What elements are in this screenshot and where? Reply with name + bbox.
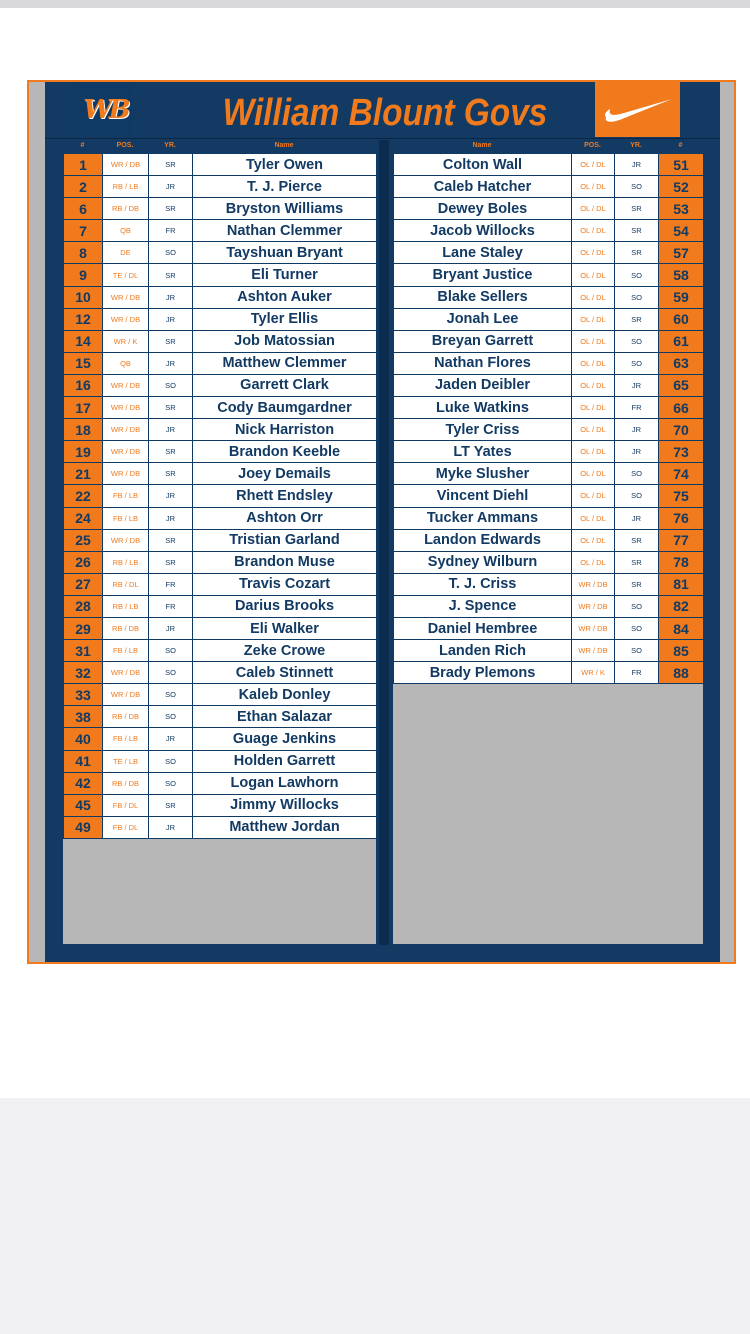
position: WR / DB — [103, 662, 149, 684]
table-row — [64, 441, 377, 463]
player-name: Rhett Endsley — [193, 485, 377, 507]
class-year: SO — [149, 640, 193, 662]
position: WR / DB — [572, 617, 615, 639]
jersey-number: 32 — [64, 662, 103, 684]
player-name: Brandon Keeble — [193, 441, 377, 463]
table-row — [394, 220, 704, 242]
player-name: Eli Turner — [193, 264, 377, 286]
jersey-number: 12 — [64, 308, 103, 330]
class-year: SR — [149, 397, 193, 419]
jersey-number: 40 — [64, 728, 103, 750]
position: WR / DB — [103, 684, 149, 706]
player-name: Caleb Hatcher — [394, 176, 572, 198]
jersey-number: 21 — [64, 463, 103, 485]
player-name: Kaleb Donley — [193, 684, 377, 706]
class-year: JR — [615, 154, 659, 176]
player-name: Guage Jenkins — [193, 728, 377, 750]
table-row — [64, 684, 377, 706]
class-year: JR — [615, 374, 659, 396]
class-year: SO — [615, 264, 659, 286]
player-name: Bryston Williams — [193, 198, 377, 220]
swoosh-icon — [595, 82, 680, 137]
table-row — [64, 662, 377, 684]
jersey-number: 81 — [659, 573, 704, 595]
player-name: Travis Cozart — [193, 573, 377, 595]
player-name: Tyler Criss — [394, 419, 572, 441]
jersey-number: 27 — [64, 573, 103, 595]
table-row — [64, 352, 377, 374]
table-row — [394, 286, 704, 308]
jersey-number: 16 — [64, 374, 103, 396]
jersey-number: 49 — [64, 816, 103, 838]
table-row — [394, 198, 704, 220]
jersey-number: 2 — [64, 176, 103, 198]
player-name: Lane Staley — [394, 242, 572, 264]
jersey-number: 19 — [64, 441, 103, 463]
table-row — [394, 242, 704, 264]
player-name: Jimmy Willocks — [193, 794, 377, 816]
table-row — [64, 176, 377, 198]
player-name: Caleb Stinnett — [193, 662, 377, 684]
table-row — [64, 750, 377, 772]
class-year: SR — [615, 551, 659, 573]
class-year: SR — [149, 463, 193, 485]
left-roster-table — [63, 153, 377, 839]
player-name: Blake Sellers — [394, 286, 572, 308]
left-col-pos-header: POS. — [116, 142, 134, 149]
table-row — [394, 176, 704, 198]
position: WR / DB — [572, 573, 615, 595]
position: WR / K — [103, 330, 149, 352]
class-year: SR — [149, 154, 193, 176]
table-row — [394, 352, 704, 374]
class-year: JR — [149, 507, 193, 529]
table-row — [64, 595, 377, 617]
left-col-name-header: Name — [274, 142, 294, 149]
table-row — [394, 617, 704, 639]
right-col-name-header: Name — [472, 142, 492, 149]
table-row — [64, 264, 377, 286]
position: FB / DL — [103, 816, 149, 838]
table-row — [394, 419, 704, 441]
jersey-number: 52 — [659, 176, 704, 198]
jersey-number: 41 — [64, 750, 103, 772]
class-year: FR — [149, 573, 193, 595]
table-row — [394, 154, 704, 176]
position: FB / DL — [103, 794, 149, 816]
player-name: Landon Edwards — [394, 529, 572, 551]
class-year: JR — [149, 352, 193, 374]
class-year: SR — [149, 330, 193, 352]
jersey-number: 78 — [659, 551, 704, 573]
position: OL / DL — [572, 176, 615, 198]
jersey-number: 24 — [64, 507, 103, 529]
table-row — [64, 728, 377, 750]
position: OL / DL — [572, 242, 615, 264]
player-name: Eli Walker — [193, 617, 377, 639]
jersey-number: 59 — [659, 286, 704, 308]
table-row — [394, 662, 704, 684]
jersey-number: 38 — [64, 706, 103, 728]
table-row — [64, 706, 377, 728]
table-row — [394, 573, 704, 595]
table-row — [64, 198, 377, 220]
position: WR / DB — [103, 397, 149, 419]
table-row — [394, 507, 704, 529]
position: WR / DB — [103, 529, 149, 551]
player-name: Daniel Hembree — [394, 617, 572, 639]
position: OL / DL — [572, 286, 615, 308]
table-row — [64, 374, 377, 396]
class-year: SO — [149, 242, 193, 264]
table-row — [64, 573, 377, 595]
jersey-number: 33 — [64, 684, 103, 706]
position: QB — [103, 352, 149, 374]
player-name: Dewey Boles — [394, 198, 572, 220]
player-name: Tristian Garland — [193, 529, 377, 551]
table-row — [394, 551, 704, 573]
position: RB / DB — [103, 617, 149, 639]
table-row — [64, 463, 377, 485]
position: TE / LB — [103, 750, 149, 772]
class-year: SO — [615, 176, 659, 198]
position: QB — [103, 220, 149, 242]
player-name: T. J. Pierce — [193, 176, 377, 198]
jersey-number: 17 — [64, 397, 103, 419]
player-name: Ashton Auker — [193, 286, 377, 308]
player-name: Job Matossian — [193, 330, 377, 352]
position: OL / DL — [572, 352, 615, 374]
jersey-number: 22 — [64, 485, 103, 507]
class-year: JR — [149, 286, 193, 308]
class-year: SO — [615, 286, 659, 308]
class-year: FR — [615, 662, 659, 684]
player-name: Breyan Garrett — [394, 330, 572, 352]
table-row — [64, 551, 377, 573]
player-name: Brady Plemons — [394, 662, 572, 684]
player-name: Logan Lawhorn — [193, 772, 377, 794]
player-name: Jaden Deibler — [394, 374, 572, 396]
class-year: SO — [615, 617, 659, 639]
player-name: Tyler Owen — [193, 154, 377, 176]
class-year: JR — [149, 816, 193, 838]
header-divider — [45, 138, 720, 139]
jersey-number: 63 — [659, 352, 704, 374]
position: OL / DL — [572, 330, 615, 352]
center-divider-inner — [379, 140, 389, 945]
class-year: SO — [149, 706, 193, 728]
position: OL / DL — [572, 264, 615, 286]
jersey-number: 88 — [659, 662, 704, 684]
table-row — [64, 529, 377, 551]
jersey-number: 7 — [64, 220, 103, 242]
class-year: SR — [149, 551, 193, 573]
class-year: SR — [615, 198, 659, 220]
table-row — [394, 595, 704, 617]
player-name: Bryant Justice — [394, 264, 572, 286]
jersey-number: 14 — [64, 330, 103, 352]
class-year: SR — [615, 529, 659, 551]
team-logo — [78, 84, 132, 136]
jersey-number: 77 — [659, 529, 704, 551]
position: WR / DB — [572, 640, 615, 662]
position: OL / DL — [572, 485, 615, 507]
player-name: Tucker Ammans — [394, 507, 572, 529]
table-row — [64, 397, 377, 419]
left-empty-area — [63, 838, 376, 944]
jersey-number: 85 — [659, 640, 704, 662]
table-row — [394, 640, 704, 662]
class-year: JR — [615, 507, 659, 529]
class-year: JR — [149, 728, 193, 750]
right-margin-strip — [720, 82, 734, 962]
table-row — [64, 242, 377, 264]
position: WR / DB — [103, 419, 149, 441]
table-row — [394, 463, 704, 485]
class-year: SR — [149, 794, 193, 816]
table-row — [394, 330, 704, 352]
class-year: SR — [615, 242, 659, 264]
jersey-number: 6 — [64, 198, 103, 220]
position: OL / DL — [572, 419, 615, 441]
position: OL / DL — [572, 529, 615, 551]
position: WR / DB — [103, 154, 149, 176]
player-name: Zeke Crowe — [193, 640, 377, 662]
position: DE — [103, 242, 149, 264]
table-row — [64, 794, 377, 816]
right-col-num-header: # — [678, 142, 683, 149]
class-year: SO — [149, 750, 193, 772]
position: OL / DL — [572, 220, 615, 242]
table-row — [64, 772, 377, 794]
right-col-yr-header: YR. — [630, 142, 642, 149]
position: OL / DL — [572, 198, 615, 220]
jersey-number: 10 — [64, 286, 103, 308]
position: WR / K — [572, 662, 615, 684]
table-row — [64, 640, 377, 662]
top-bar — [0, 0, 750, 8]
position: OL / DL — [572, 154, 615, 176]
table-row — [64, 220, 377, 242]
jersey-number: 65 — [659, 374, 704, 396]
class-year: SO — [615, 352, 659, 374]
jersey-number: 58 — [659, 264, 704, 286]
jersey-number: 26 — [64, 551, 103, 573]
position: FB / LB — [103, 728, 149, 750]
jersey-number: 54 — [659, 220, 704, 242]
table-row — [394, 397, 704, 419]
player-name: Landen Rich — [394, 640, 572, 662]
player-name: Vincent Diehl — [394, 485, 572, 507]
jersey-number: 53 — [659, 198, 704, 220]
position: FB / LB — [103, 485, 149, 507]
player-name: Myke Slusher — [394, 463, 572, 485]
player-name: Nathan Clemmer — [193, 220, 377, 242]
jersey-number: 29 — [64, 617, 103, 639]
table-row — [64, 617, 377, 639]
position: OL / DL — [572, 374, 615, 396]
position: OL / DL — [572, 397, 615, 419]
position: FB / LB — [103, 507, 149, 529]
jersey-number: 51 — [659, 154, 704, 176]
jersey-number: 57 — [659, 242, 704, 264]
class-year: FR — [149, 595, 193, 617]
class-year: JR — [149, 308, 193, 330]
position: WR / DB — [103, 308, 149, 330]
jersey-number: 15 — [64, 352, 103, 374]
class-year: FR — [149, 220, 193, 242]
position: RB / DB — [103, 772, 149, 794]
team-title: William Blount Govs — [222, 92, 548, 134]
jersey-number: 25 — [64, 529, 103, 551]
jersey-number: 9 — [64, 264, 103, 286]
class-year: JR — [149, 485, 193, 507]
jersey-number: 60 — [659, 308, 704, 330]
table-row — [64, 816, 377, 838]
jersey-number: 84 — [659, 617, 704, 639]
class-year: JR — [149, 176, 193, 198]
player-name: Nick Harriston — [193, 419, 377, 441]
player-name: Garrett Clark — [193, 374, 377, 396]
class-year: SR — [149, 441, 193, 463]
jersey-number: 8 — [64, 242, 103, 264]
position: RB / LB — [103, 176, 149, 198]
table-row — [64, 154, 377, 176]
jersey-number: 76 — [659, 507, 704, 529]
class-year: JR — [615, 419, 659, 441]
class-year: SO — [615, 330, 659, 352]
class-year: SO — [615, 595, 659, 617]
player-name: Matthew Jordan — [193, 816, 377, 838]
table-row — [64, 308, 377, 330]
class-year: SO — [615, 463, 659, 485]
player-name: Joey Demails — [193, 463, 377, 485]
player-name: Sydney Wilburn — [394, 551, 572, 573]
jersey-number: 74 — [659, 463, 704, 485]
player-name: Tayshuan Bryant — [193, 242, 377, 264]
table-row — [64, 507, 377, 529]
jersey-number: 31 — [64, 640, 103, 662]
table-row — [64, 485, 377, 507]
class-year: SR — [615, 573, 659, 595]
position: WR / DB — [103, 463, 149, 485]
left-margin-strip — [29, 82, 45, 962]
table-row — [64, 419, 377, 441]
jersey-number: 1 — [64, 154, 103, 176]
position: OL / DL — [572, 441, 615, 463]
position: RB / DL — [103, 573, 149, 595]
player-name: J. Spence — [394, 595, 572, 617]
class-year: SR — [149, 264, 193, 286]
position: WR / DB — [103, 286, 149, 308]
class-year: SR — [615, 308, 659, 330]
position: OL / DL — [572, 308, 615, 330]
right-empty-area — [393, 683, 703, 944]
class-year: SO — [615, 640, 659, 662]
class-year: SO — [149, 662, 193, 684]
player-name: Brandon Muse — [193, 551, 377, 573]
jersey-number: 28 — [64, 595, 103, 617]
table-row — [394, 374, 704, 396]
table-row — [64, 286, 377, 308]
jersey-number: 66 — [659, 397, 704, 419]
left-col-yr-header: YR. — [164, 142, 176, 149]
position: FB / LB — [103, 640, 149, 662]
position: TE / DL — [103, 264, 149, 286]
player-name: LT Yates — [394, 441, 572, 463]
table-row — [394, 308, 704, 330]
class-year: SR — [615, 220, 659, 242]
class-year: SO — [149, 772, 193, 794]
class-year: SO — [615, 485, 659, 507]
jersey-number: 82 — [659, 595, 704, 617]
player-name: Luke Watkins — [394, 397, 572, 419]
player-name: Ashton Orr — [193, 507, 377, 529]
position: WR / DB — [103, 441, 149, 463]
position: OL / DL — [572, 551, 615, 573]
jersey-number: 18 — [64, 419, 103, 441]
player-name: Darius Brooks — [193, 595, 377, 617]
player-name: Ethan Salazar — [193, 706, 377, 728]
jersey-number: 42 — [64, 772, 103, 794]
right-roster-table — [393, 153, 704, 684]
team-logo-text: WB — [83, 95, 127, 125]
class-year: SO — [149, 374, 193, 396]
player-name: Cody Baumgardner — [193, 397, 377, 419]
player-name: Colton Wall — [394, 154, 572, 176]
table-row — [394, 264, 704, 286]
jersey-number: 70 — [659, 419, 704, 441]
player-name: T. J. Criss — [394, 573, 572, 595]
jersey-number: 61 — [659, 330, 704, 352]
jersey-number: 73 — [659, 441, 704, 463]
jersey-number: 45 — [64, 794, 103, 816]
right-col-pos-header: POS. — [584, 142, 601, 149]
player-name: Jacob Willocks — [394, 220, 572, 242]
player-name: Jonah Lee — [394, 308, 572, 330]
position: RB / DB — [103, 706, 149, 728]
table-row — [64, 330, 377, 352]
class-year: FR — [615, 397, 659, 419]
player-name: Tyler Ellis — [193, 308, 377, 330]
position: WR / DB — [572, 595, 615, 617]
class-year: JR — [615, 441, 659, 463]
position: RB / LB — [103, 595, 149, 617]
table-row — [394, 529, 704, 551]
class-year: SR — [149, 198, 193, 220]
player-name: Holden Garrett — [193, 750, 377, 772]
table-row — [394, 485, 704, 507]
position: RB / LB — [103, 551, 149, 573]
player-name: Matthew Clemmer — [193, 352, 377, 374]
class-year: SO — [149, 684, 193, 706]
jersey-number: 75 — [659, 485, 704, 507]
player-name: Nathan Flores — [394, 352, 572, 374]
class-year: SR — [149, 529, 193, 551]
table-row — [394, 441, 704, 463]
position: RB / DB — [103, 198, 149, 220]
class-year: JR — [149, 419, 193, 441]
position: WR / DB — [103, 374, 149, 396]
position: OL / DL — [572, 463, 615, 485]
class-year: JR — [149, 617, 193, 639]
left-col-num-header: # — [80, 142, 85, 149]
position: OL / DL — [572, 507, 615, 529]
